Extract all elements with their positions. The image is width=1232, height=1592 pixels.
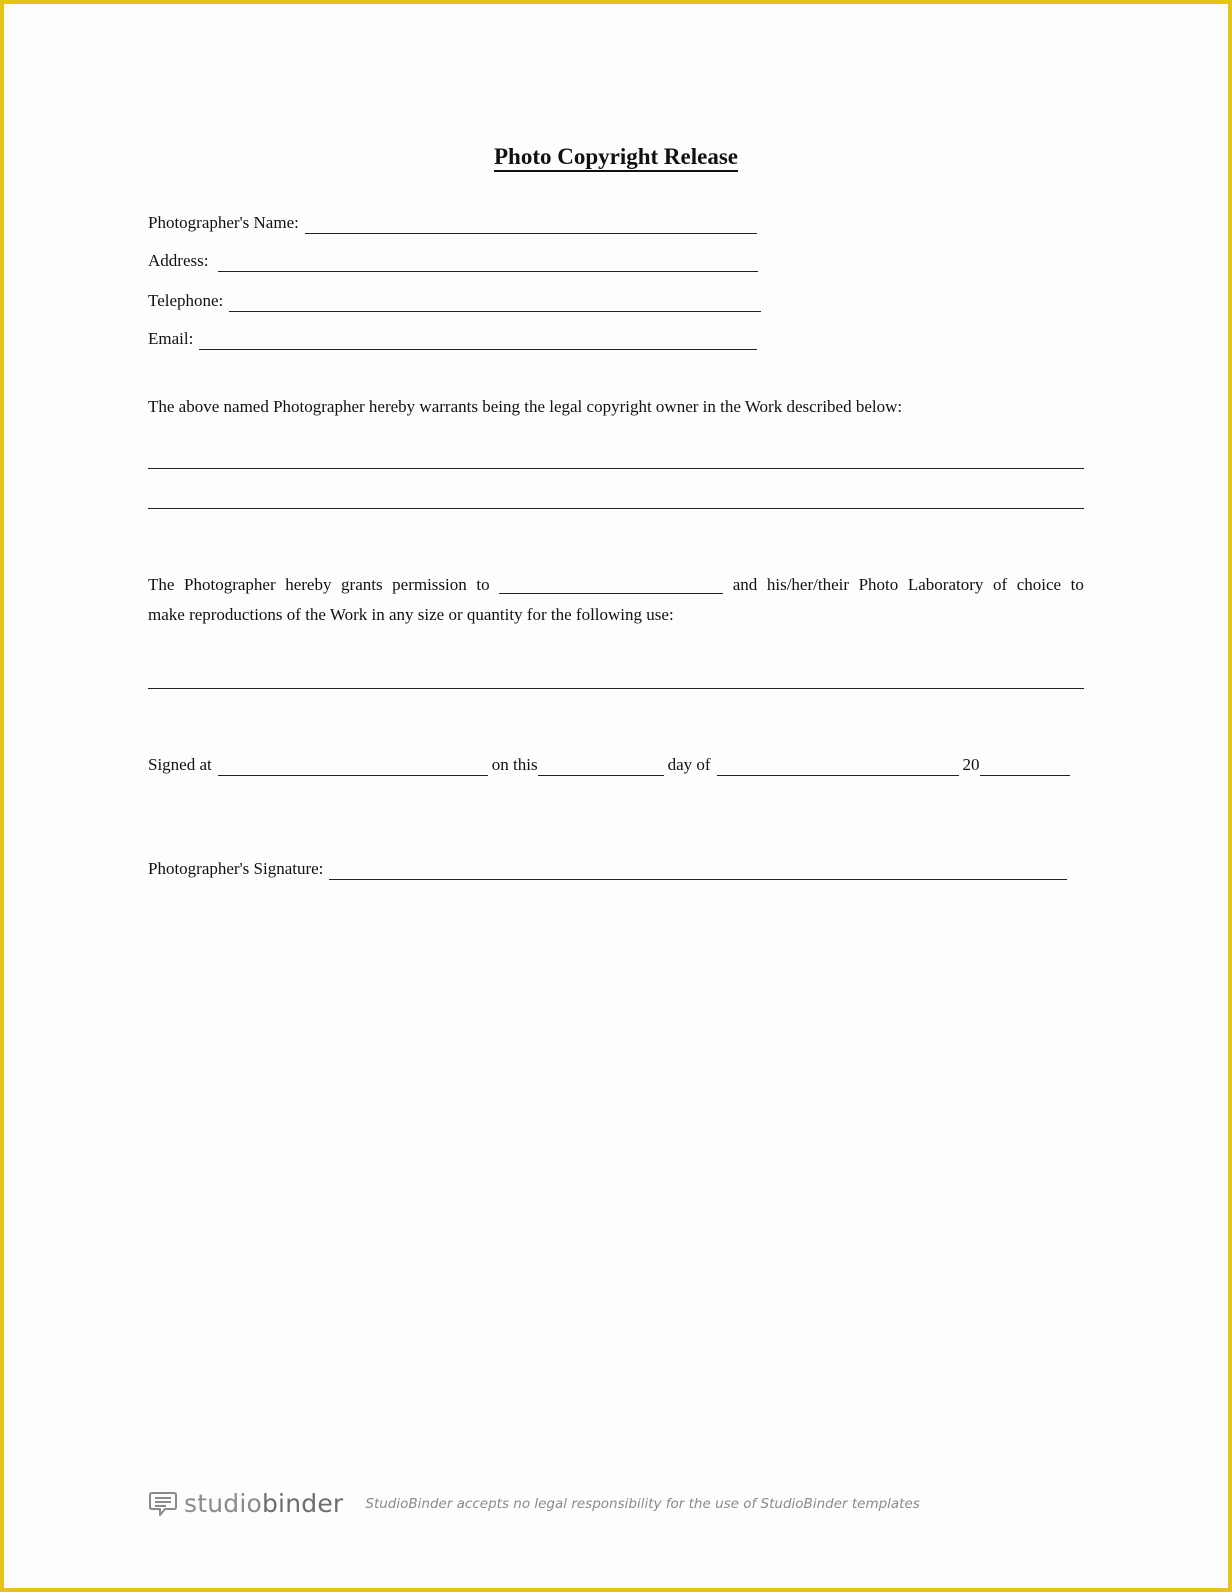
name-field-row bbox=[148, 212, 757, 234]
signed-at-label: Signed at bbox=[148, 755, 212, 774]
title-text: Photo Copyright Release bbox=[494, 144, 738, 172]
warrant-text: The above named Photographer hereby warrants being the legal copyright owner in the Work described below: bbox=[148, 397, 903, 416]
on-this-label: on this bbox=[491, 755, 538, 774]
telephone-blank[interactable] bbox=[229, 291, 761, 312]
logo-text-dark: binder bbox=[261, 1488, 344, 1518]
page-title bbox=[0, 144, 1232, 172]
grant-word: Photographer bbox=[184, 575, 276, 594]
grant-paragraph bbox=[148, 570, 1084, 630]
work-description-line-2[interactable] bbox=[148, 508, 1084, 509]
speech-bubble-icon bbox=[148, 1488, 178, 1518]
signature-row bbox=[148, 858, 1067, 880]
signed-year-blank[interactable] bbox=[980, 755, 1070, 776]
signature-label: Photographer's Signature: bbox=[148, 859, 324, 878]
name-blank[interactable] bbox=[305, 213, 757, 234]
grant-word: Laboratory bbox=[907, 575, 984, 594]
day-of-label: day of bbox=[667, 755, 711, 774]
footer bbox=[148, 1488, 920, 1518]
signed-day-blank[interactable] bbox=[538, 755, 664, 776]
email-field-row bbox=[148, 328, 757, 350]
studiobinder-logo bbox=[184, 1489, 343, 1518]
signature-blank[interactable] bbox=[329, 859, 1067, 880]
address-field-row bbox=[148, 250, 758, 272]
grant-word: grants bbox=[341, 575, 383, 594]
email-blank[interactable] bbox=[199, 329, 757, 350]
address-blank[interactable] bbox=[218, 251, 758, 272]
logo-text-light: studio bbox=[184, 1488, 262, 1518]
email-label: Email: bbox=[148, 329, 194, 348]
grant-word: permission bbox=[392, 575, 467, 594]
grantee-blank[interactable] bbox=[499, 571, 723, 594]
grant-word: his/her/their bbox=[766, 575, 850, 594]
grant-word: hereby bbox=[285, 575, 332, 594]
grant-word: of bbox=[992, 575, 1008, 594]
warrant-paragraph bbox=[148, 395, 1084, 419]
grant-line-1 bbox=[148, 570, 1084, 600]
grant-word: to bbox=[1070, 575, 1084, 594]
use-description-line[interactable] bbox=[148, 688, 1084, 689]
telephone-field-row bbox=[148, 290, 761, 312]
footer-disclaimer: StudioBinder accepts no legal responsibility for the use of StudioBinder templates bbox=[365, 1496, 920, 1512]
grant-word: Photo bbox=[858, 575, 899, 594]
grant-word: The bbox=[148, 575, 175, 594]
telephone-label: Telephone: bbox=[148, 291, 224, 310]
signed-row bbox=[148, 754, 1070, 776]
grant-line-2: make reproductions of the Work in any size or quantity for the following use: bbox=[148, 605, 674, 624]
name-label: Photographer's Name: bbox=[148, 213, 299, 232]
grant-word: choice bbox=[1016, 575, 1062, 594]
grant-word: and bbox=[732, 575, 758, 594]
signed-month-blank[interactable] bbox=[717, 755, 959, 776]
grant-word: to bbox=[476, 575, 490, 594]
work-description-line-1[interactable] bbox=[148, 468, 1084, 469]
address-label: Address: bbox=[148, 251, 209, 270]
signed-location-blank[interactable] bbox=[218, 755, 488, 776]
year-prefix: 20 bbox=[962, 755, 980, 774]
